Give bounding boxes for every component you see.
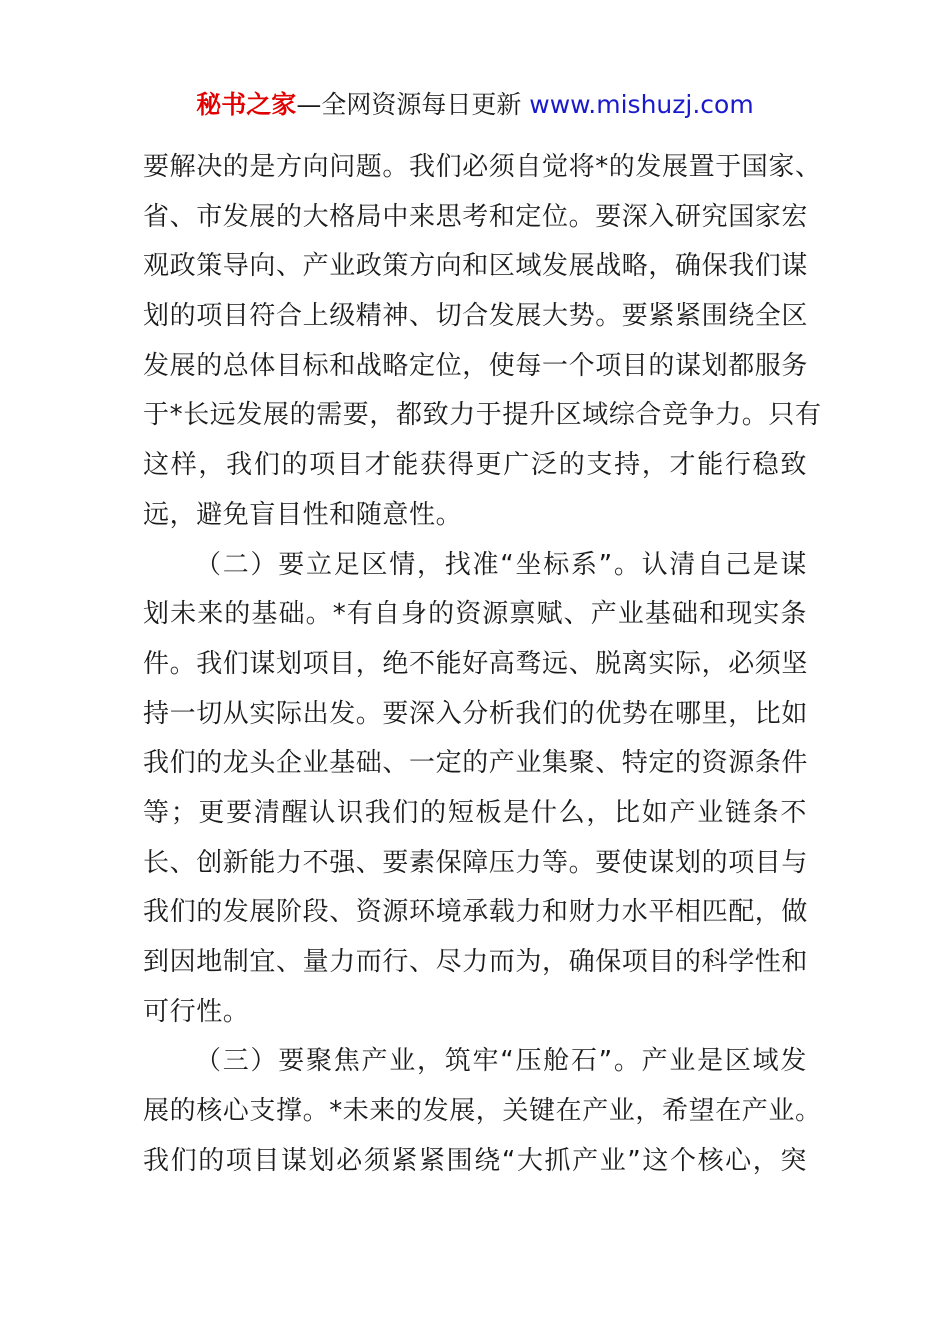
text-line: 要解决的是方向问题。我们必须自觉将*的发展置于国家、 <box>143 152 822 182</box>
text-line: 划未来的基础。*有自身的资源禀赋、产业基础和现实条 <box>143 599 807 630</box>
text-line: 长、创新能力不强、要素保障压力等。要使谋划的项目与 <box>143 847 809 878</box>
text-line: 发展的总体目标和战略定位，使每一个项目的谋划都服务 <box>143 350 809 381</box>
text-line: 观政策导向、产业政策方向和区域发展战略，确保我们谋 <box>143 251 809 282</box>
document-body <box>143 143 822 1186</box>
text-line: 我们的龙头企业基础、一定的产业集聚、特定的资源条件 <box>143 748 809 779</box>
text-line: 到因地制宜、量力而行、尽力而为，确保项目的科学性和 <box>143 947 809 977</box>
brand-name: 秘书之家 <box>196 90 297 119</box>
text-line: 远，避免盲目性和随意性。 <box>143 499 463 530</box>
text-line: 可行性。 <box>143 996 250 1027</box>
text-line: 省、市发展的大格局中来思考和定位。要深入研究国家宏 <box>143 201 809 232</box>
text-line: 展的核心支撑。*未来的发展，关键在产业，希望在产业。 <box>143 1096 822 1127</box>
text-line: 持一切从实际出发。要深入分析我们的优势在哪里，比如 <box>143 698 809 729</box>
section-heading-line: （二）要立足区情，找准“坐标系”。认清自己是谋 <box>195 549 807 580</box>
text-line: 我们的项目谋划必须紧紧围绕“大抓产业”这个核心，突 <box>143 1145 807 1176</box>
text-line: 这样，我们的项目才能获得更广泛的支持，才能行稳致 <box>143 450 807 481</box>
site-header <box>0 88 950 122</box>
header-slogan: —全网资源每日更新 <box>296 90 530 119</box>
text-line: 等；更要清醒认识我们的短板是什么，比如产业链条不 <box>143 797 807 828</box>
section-heading-line: （三）要聚焦产业，筑牢“压舱石”。产业是区域发 <box>195 1046 807 1077</box>
text-line: 于*长远发展的需要，都致力于提升区域综合竞争力。只有 <box>143 400 822 431</box>
text-line: 我们的发展阶段、资源环境承载力和财力水平相匹配，做 <box>143 897 809 928</box>
site-url-link[interactable]: www.mishuzj.com <box>529 90 754 119</box>
text-line: 件。我们谋划项目，绝不能好高骛远、脱离实际，必须坚 <box>143 648 809 679</box>
text-line: 划的项目符合上级精神、切合发展大势。要紧紧围绕全区 <box>143 301 809 332</box>
